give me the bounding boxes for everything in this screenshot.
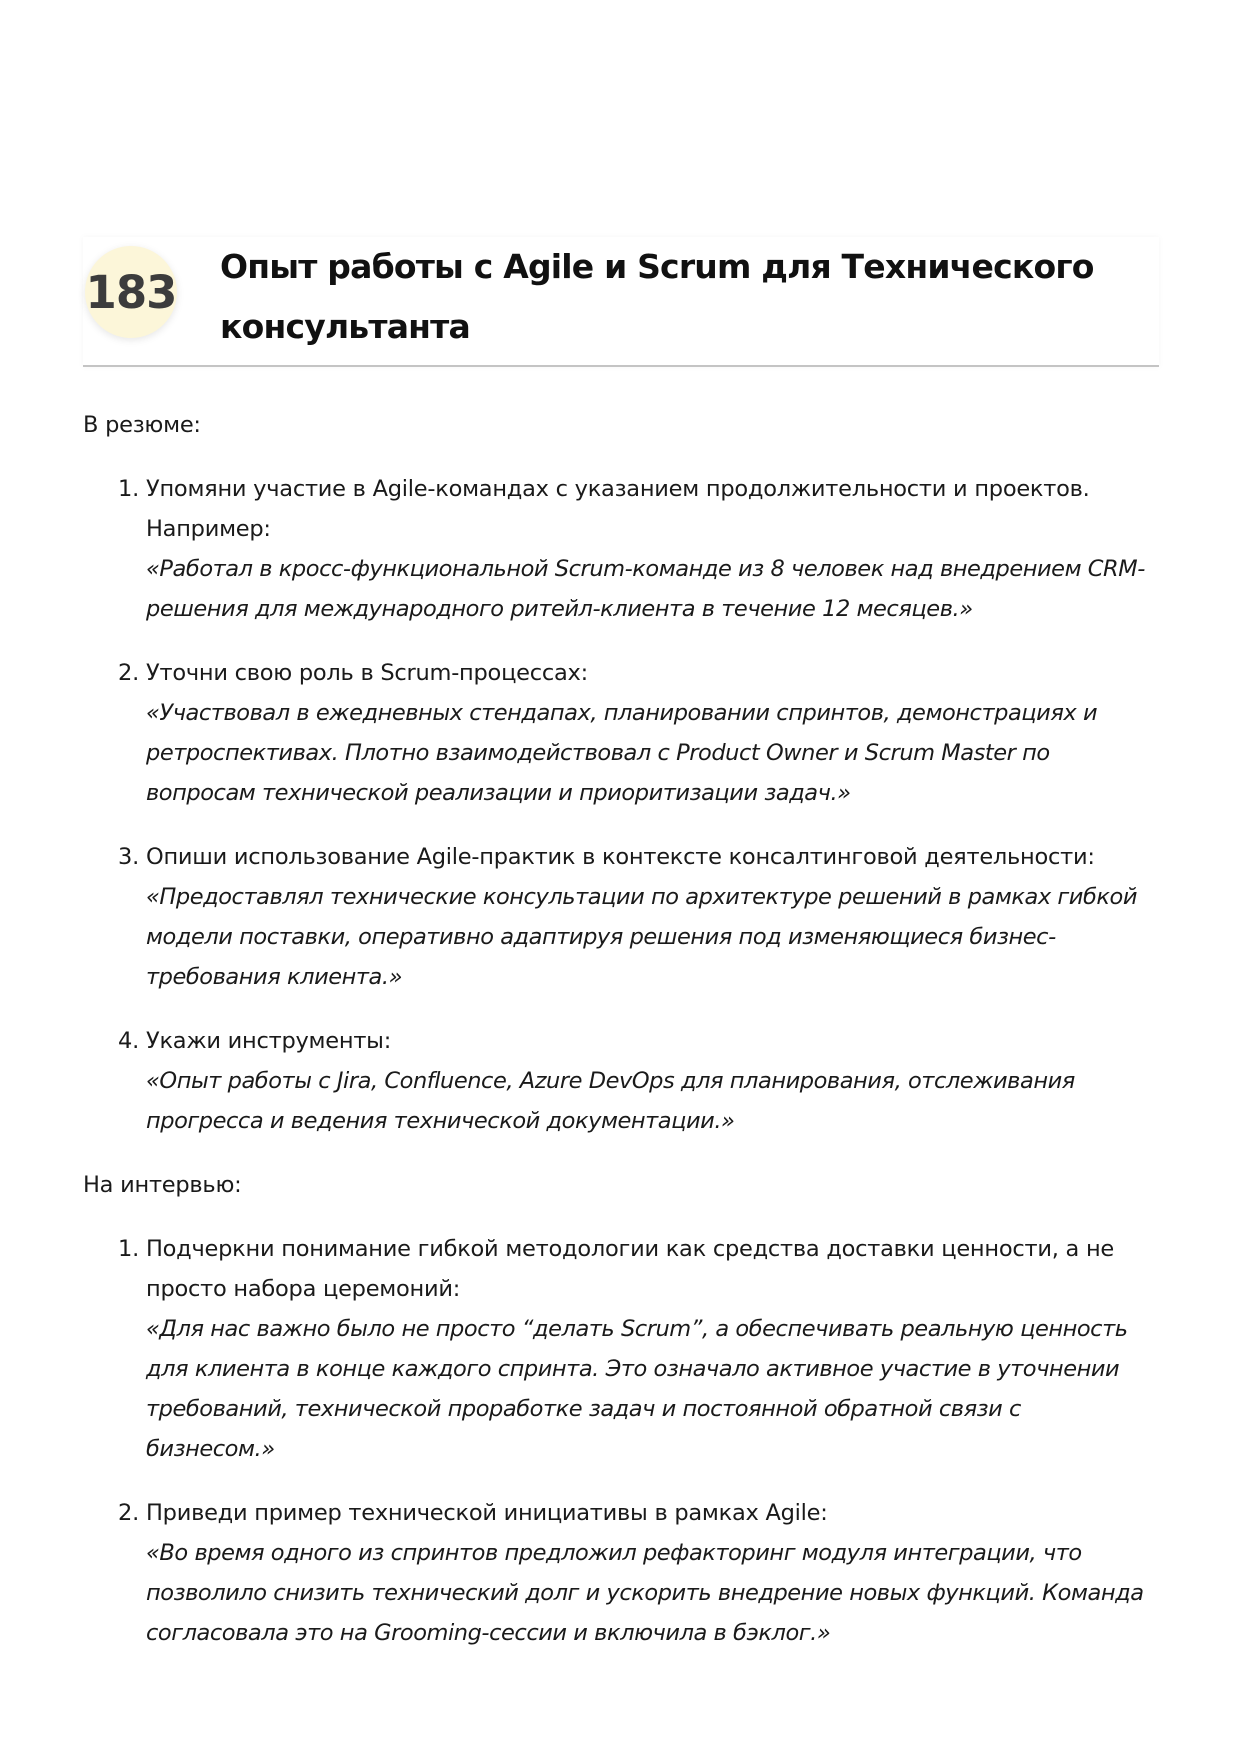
- list-item-quote: «Опыт работы с Jira, Confluence, Azure DevOps для планирования, отслеживания: [146, 1068, 1075, 1094]
- list-item: [83, 653, 1159, 813]
- list-item-number: 2.: [118, 660, 139, 686]
- list-item-quote: бизнесом.»: [146, 1436, 275, 1462]
- list-item-number: 3.: [118, 844, 139, 870]
- list-item-intro: просто набора церемоний:: [146, 1276, 461, 1302]
- list-item-quote: позволило снизить технический долг и ускорить внедрение новых функций. Команда: [146, 1580, 1144, 1606]
- resume-section-label: В резюме:: [83, 412, 201, 438]
- list-item-intro: Укажи инструменты:: [146, 1028, 392, 1054]
- list-item-quote: «Участвовал в ежедневных стендапах, планировании спринтов, демонстрациях и: [146, 700, 1098, 726]
- list-item: [83, 1229, 1159, 1469]
- list-item-intro: Опиши использование Agile-практик в контексте консалтинговой деятельности:: [146, 844, 1095, 870]
- list-item-quote: требования клиента.»: [146, 964, 403, 990]
- list-item-intro: Подчеркни понимание гибкой методологии как средства доставки ценности, а не: [146, 1236, 1115, 1262]
- list-item-intro: Уточни свою роль в Scrum-процессах:: [146, 660, 588, 686]
- list-item: [83, 469, 1159, 629]
- title-line: Опыт работы с Agile и Scrum для Технического: [220, 247, 1094, 286]
- list-item-quote: прогресса и ведения технической документации.»: [146, 1108, 735, 1134]
- list-item-intro: Упомяни участие в Agile-командах с указанием продолжительности и проектов.: [146, 476, 1090, 502]
- interview-list: [83, 1229, 1159, 1653]
- list-item-quote: согласовала это на Grooming-сессии и включила в бэклог.»: [146, 1620, 831, 1646]
- page-title: [220, 237, 1140, 357]
- list-item-intro: Например:: [146, 516, 271, 542]
- list-item: [83, 1493, 1159, 1653]
- list-item: [83, 1021, 1159, 1141]
- interview-section-label: На интервью:: [83, 1172, 242, 1198]
- resume-list: [83, 469, 1159, 1141]
- list-item-quote: «Работал в кросс-функциональной Scrum-команде из 8 человек над внедрением CRM-: [146, 556, 1145, 582]
- list-item-quote: вопросам технической реализации и приоритизации задач.»: [146, 780, 851, 806]
- list-item-number: 4.: [118, 1028, 139, 1054]
- title-line: консультанта: [220, 307, 470, 346]
- list-item-quote: «Во время одного из спринтов предложил рефакторинг модуля интеграции, что: [146, 1540, 1082, 1566]
- list-item-quote: «Для нас важно было не просто “делать Scrum”, а обеспечивать реальную ценность: [146, 1316, 1128, 1342]
- list-item-number: 1.: [118, 476, 139, 502]
- list-item-quote: решения для международного ритейл-клиента в течение 12 месяцев.»: [146, 596, 973, 622]
- list-item-quote: для клиента в конце каждого спринта. Это означало активное участие в уточнении: [146, 1356, 1120, 1382]
- list-item-quote: ретроспективах. Плотно взаимодействовал с Product Owner и Scrum Master по: [146, 740, 1050, 766]
- section-header: [83, 237, 1159, 367]
- list-item-quote: «Предоставлял технические консультации по архитектуре решений в рамках гибкой: [146, 884, 1138, 910]
- list-item-quote: модели поставки, оперативно адаптируя решения под изменяющиеся бизнес-: [146, 924, 1056, 950]
- list-item: [83, 837, 1159, 997]
- list-item-number: 2.: [118, 1500, 139, 1526]
- content-body: [83, 405, 1159, 1677]
- section-number-badge: 183: [85, 246, 177, 338]
- list-item-quote: требований, технической проработке задач и постоянной обратной связи с: [146, 1396, 1021, 1422]
- list-item-number: 1.: [118, 1236, 139, 1262]
- list-item-intro: Приведи пример технической инициативы в рамках Agile:: [146, 1500, 828, 1526]
